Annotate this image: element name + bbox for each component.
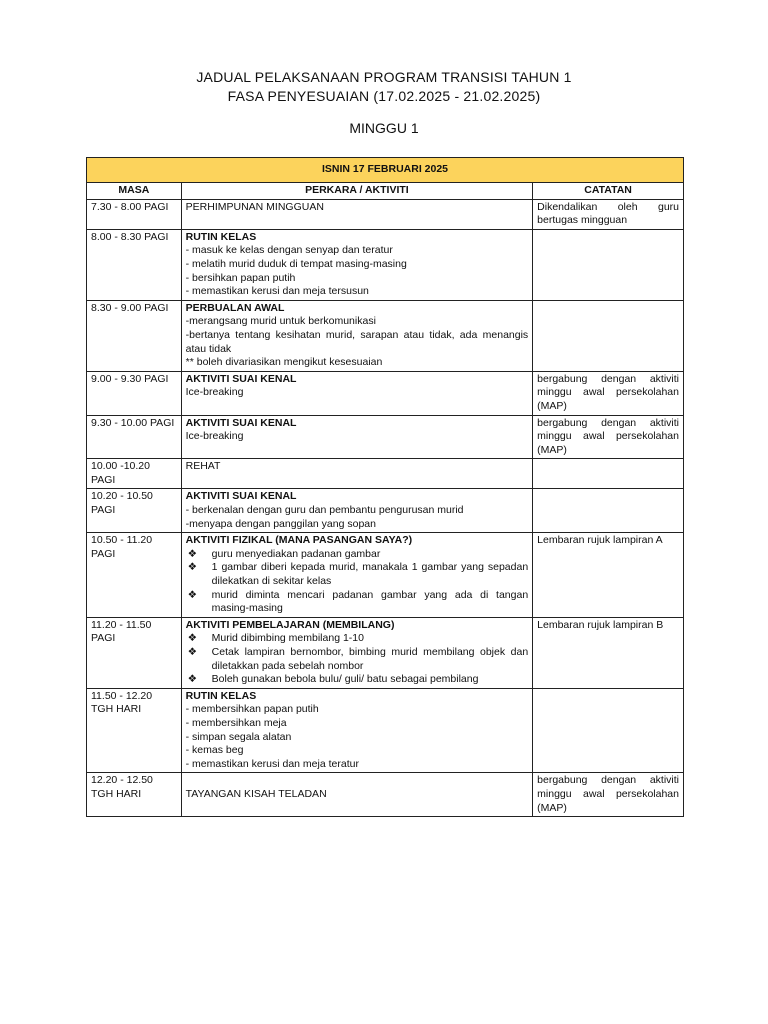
bullet-text: murid diminta mencari padanan gambar yang ada di tangan masing-masing (211, 588, 529, 615)
activity-line: -bertanya tentang kesihatan murid, sarapan atau tidak, ada menangis atau tidak (185, 328, 529, 355)
table-row (87, 533, 684, 618)
schedule-rows (87, 199, 684, 817)
activity-title: PERBUALAN AWAL (185, 301, 285, 314)
activity-line: - masuk ke kelas dengan senyap dan teratur (185, 244, 393, 257)
table-row (87, 688, 684, 773)
row-time: 8.00 - 8.30 PAGI (87, 229, 182, 300)
diamond-bullet-icon: ❖ (187, 632, 198, 645)
row-activity (181, 415, 533, 459)
activity-line: ** boleh divariasikan mengikut kesesuaian (185, 356, 383, 369)
row-time: 11.20 - 11.50 PAGI (87, 617, 182, 688)
row-note: bergabung dengan aktiviti minggu awal persekolahan (MAP) (533, 773, 684, 817)
row-time: 7.30 - 8.00 PAGI (87, 199, 182, 229)
activity-line: -merangsang murid untuk berkomunikasi (185, 315, 376, 328)
activity-title: RUTIN KELAS (185, 689, 257, 702)
activity-title: AKTIVITI FIZIKAL (MANA PASANGAN SAYA?) (185, 534, 413, 547)
activity-title: AKTIVITI SUAI KENAL (185, 490, 297, 503)
activity-bullet (186, 589, 529, 616)
row-activity (181, 199, 533, 229)
table-row (87, 229, 684, 300)
day-header: ISNIN 17 FEBRUARI 2025 (87, 158, 684, 183)
diamond-bullet-icon: ❖ (187, 547, 198, 560)
activity-bullet (186, 561, 529, 588)
row-time: 9.30 - 10.00 PAGI (87, 415, 182, 459)
row-activity (181, 533, 533, 618)
activity-bullet (186, 632, 529, 646)
table-row (87, 773, 684, 817)
row-time: 11.50 - 12.20 TGH HARI (87, 688, 182, 773)
diamond-bullet-icon: ❖ (187, 646, 198, 658)
row-note: Lembaran rujuk lampiran A (533, 533, 684, 618)
column-header-notes: CATATAN (533, 183, 684, 200)
activity-line: - berkenalan dengan guru dan pembantu pengurusan murid (185, 504, 464, 517)
activity-line: - melatih murid duduk di tempat masing-masing (185, 257, 407, 270)
bullet-text: Cetak lampiran bernombor, bimbing murid membilang objek dan diletakkan pada sebelah nombor (211, 646, 529, 672)
row-activity (181, 617, 533, 688)
row-activity (181, 371, 533, 415)
diamond-bullet-icon: ❖ (187, 673, 198, 686)
row-time: 8.30 - 9.00 PAGI (87, 300, 182, 371)
title-line-1: JADUAL PELAKSANAAN PROGRAM TRANSISI TAHUN 1 (196, 69, 572, 85)
row-note: bergabung dengan aktiviti minggu awal persekolahan (MAP) (533, 415, 684, 459)
table-row (87, 489, 684, 533)
activity-line (186, 774, 529, 788)
bullet-text: Murid dibimbing membilang 1-10 (211, 632, 364, 645)
table-row (87, 415, 684, 459)
table-row (87, 617, 684, 688)
table-row (87, 300, 684, 371)
row-activity (181, 459, 533, 489)
column-header-time: MASA (87, 183, 182, 200)
diamond-bullet-icon: ❖ (187, 561, 198, 574)
activity-line: - memastikan kerusi dan meja teratur (185, 757, 359, 770)
activity-line: REHAT (185, 460, 221, 473)
activity-line: Ice-breaking (185, 430, 244, 443)
activity-line: - bersihkan papan putih (185, 271, 296, 284)
activity-title: RUTIN KELAS (185, 230, 257, 243)
column-header-activity: PERKARA / AKTIVITI (181, 183, 533, 200)
activity-line: Ice-breaking (185, 386, 244, 399)
row-note (533, 489, 684, 533)
row-activity (181, 300, 533, 371)
row-time: 10.00 -10.20 PAGI (87, 459, 182, 489)
table-row (87, 371, 684, 415)
bullet-text: Boleh gunakan bebola bulu/ guli/ batu sebagai pembilang (211, 673, 479, 686)
document-title (0, 68, 768, 106)
row-time: 10.50 - 11.20 PAGI (87, 533, 182, 618)
activity-line: - kemas beg (185, 744, 244, 757)
row-note: Lembaran rujuk lampiran B (533, 617, 684, 688)
schedule-table (86, 157, 684, 817)
row-time: 9.00 - 9.30 PAGI (87, 371, 182, 415)
row-note: bergabung dengan aktiviti minggu awal persekolahan (MAP) (533, 371, 684, 415)
activity-line: - membersihkan papan putih (185, 703, 319, 716)
activity-line: - membersihkan meja (185, 716, 287, 729)
table-row (87, 459, 684, 489)
row-activity (181, 773, 533, 817)
activity-title: AKTIVITI PEMBELAJARAN (MEMBILANG) (185, 618, 395, 631)
activity-line: - simpan segala alatan (185, 730, 292, 743)
week-label: MINGGU 1 (349, 120, 419, 136)
activity-line: TAYANGAN KISAH TELADAN (185, 787, 327, 800)
diamond-bullet-icon: ❖ (187, 588, 198, 601)
activity-line: - memastikan kerusi dan meja tersusun (185, 285, 369, 298)
activity-bullet (186, 548, 529, 562)
bullet-text: guru menyediakan padanan gambar (211, 547, 381, 560)
activity-bullet (186, 646, 529, 673)
table-row (87, 199, 684, 229)
row-note (533, 300, 684, 371)
activity-title: AKTIVITI SUAI KENAL (185, 372, 297, 385)
row-note (533, 229, 684, 300)
row-note: Dikendalikan oleh guru bertugas mingguan (533, 199, 684, 229)
row-note (533, 688, 684, 773)
row-activity (181, 489, 533, 533)
row-time: 12.20 - 12.50 TGH HARI (87, 773, 182, 817)
row-time: 10.20 - 10.50 PAGI (87, 489, 182, 533)
activity-bullet (186, 673, 529, 687)
activity-title: AKTIVITI SUAI KENAL (185, 416, 297, 429)
activity-line: -menyapa dengan panggilan yang sopan (185, 517, 376, 530)
row-activity (181, 229, 533, 300)
activity-line: PERHIMPUNAN MINGGUAN (185, 200, 324, 213)
title-line-2: FASA PENYESUAIAN (17.02.2025 - 21.02.2025) (227, 88, 541, 104)
row-note (533, 459, 684, 489)
bullet-text: 1 gambar diberi kepada murid, manakala 1 gambar yang sepadan dilekatkan di sekitar kelas (211, 561, 529, 588)
row-activity (181, 688, 533, 773)
